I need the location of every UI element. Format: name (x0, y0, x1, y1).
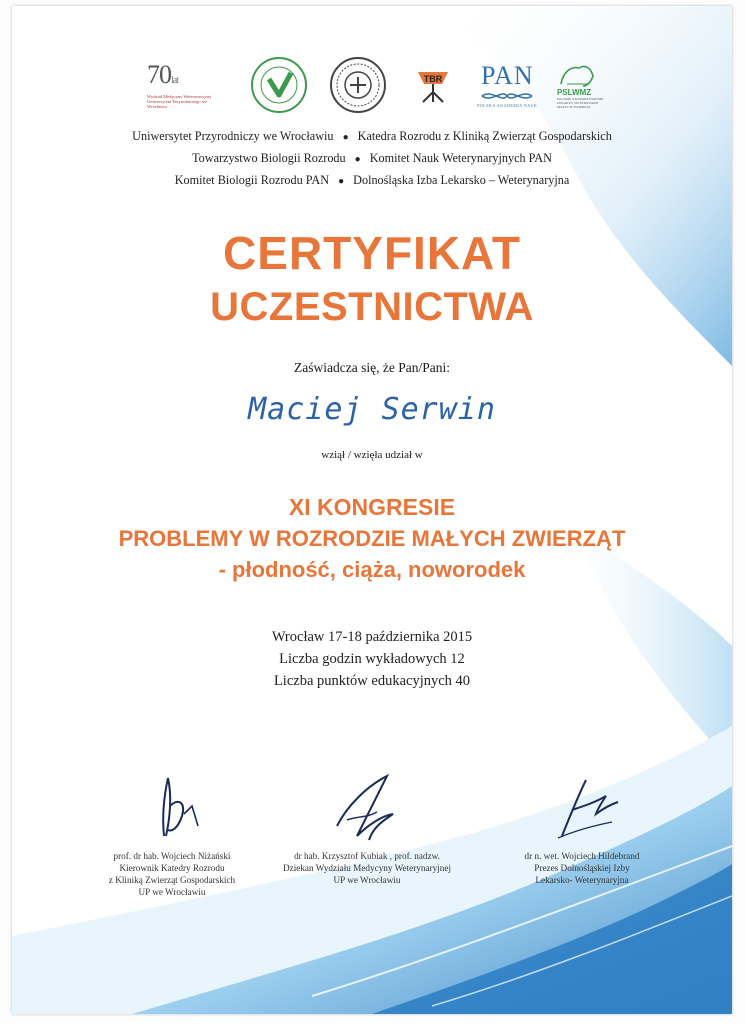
pslwmz-text: PSLWMZ (556, 87, 592, 97)
organizers-row (12, 126, 732, 148)
organizers-row (12, 148, 732, 170)
pan-caption: POLSKA AKADEMIA NAUK (477, 102, 538, 108)
organizer-item: Katedra Rozrodu z Kliniką Zwierząt Gospodarskich (357, 129, 612, 143)
organizers-list (12, 126, 732, 192)
anniversary-suffix: lat (171, 74, 178, 86)
event-line-1: XI KONGRESIE (288, 494, 456, 520)
anniversary-number: 70 (147, 59, 171, 89)
tbr-text: TBR (423, 74, 442, 84)
signatory-1-line-3: z Kliniką Zwierząt Gospodarskich (108, 875, 236, 885)
university-seal-icon (328, 55, 388, 115)
event-details (12, 626, 732, 692)
signatory-3-line-1: dr n. wet. Wojciech Hildebrand (524, 851, 640, 861)
lecture-hours: Liczba godzin wykładowych 12 (279, 651, 465, 667)
signatory-2 (267, 766, 467, 886)
organizer-item: Komitet Nauk Weterynaryjnych PAN (369, 151, 552, 165)
pan-text: PAN (480, 60, 534, 90)
signatory-3-line-3: Lekarsko- Weterynaryjna (535, 875, 629, 885)
certificate-title (12, 226, 732, 334)
signatory-1-line-4: UP we Wrocławiu (138, 887, 206, 897)
signatory-1-line-1: prof. dr hab. Wojciech Niżański (113, 851, 231, 861)
tbr-icon (408, 60, 458, 110)
bullet-separator: ● (354, 154, 361, 165)
pslwmz-logo (557, 62, 607, 109)
signature-3-icon (522, 766, 642, 846)
signature-1-icon (112, 766, 232, 846)
organizer-item: Uniwersytet Przyrodniczy we Wrocławiu (132, 129, 334, 143)
signatory-1 (72, 766, 272, 898)
signatory-2-line-2: Dziekan Wydziału Medycyny Weterynaryjnej (282, 863, 452, 873)
chamber-seal-icon (249, 55, 309, 115)
event-line-2: PROBLEMY W ROZRODZIE MAŁYCH ZWIERZĄT (118, 526, 626, 551)
signatory-2-line-3: UP we Wrocławiu (333, 875, 401, 885)
event-title (12, 492, 732, 585)
signatory-3-line-2: Prezes Dolnośląskiej Izby (534, 863, 630, 873)
anniversary-logo (147, 59, 229, 109)
place-date: Wrocław 17-18 października 2015 (271, 629, 473, 645)
chamber-seal-logo (249, 55, 309, 115)
bullet-separator: ● (338, 176, 345, 187)
title-line-2: UCZESTNICTWA (210, 285, 534, 329)
participant-name: Maciej Serwin (248, 392, 496, 427)
signatory-1-line-2: Kierownik Katedry Rozrodu (119, 863, 225, 873)
pan-knot-icon (477, 89, 537, 103)
education-points: Liczba punktów edukacyjnych 40 (273, 673, 471, 689)
organizer-item: Komitet Biologii Rozrodu PAN (174, 173, 330, 187)
dog-cat-icon (557, 62, 597, 88)
certificate-sheet (12, 6, 732, 1014)
university-seal-logo (328, 55, 388, 115)
pslwmz-caption: POLSKIE STOWARZYSZENIE LEKARZY WETERYNARII MAŁYCH ZWIERZĄT (556, 96, 604, 109)
organizers-row (12, 170, 732, 192)
signatory-3 (482, 766, 682, 886)
bullet-separator: ● (342, 132, 349, 143)
tbr-logo (408, 60, 458, 110)
pan-logo (477, 60, 538, 108)
organizer-item: Dolnośląska Izba Lekarsko – Weterynaryjna (353, 173, 570, 187)
organizer-item: Towarzystwo Biologii Rozrodu (192, 151, 346, 165)
signatory-2-line-1: dr hab. Krzysztof Kubiak , prof. nadzw. (294, 851, 440, 861)
attestation-text: Zaświadcza się, że Pan/Pani: (294, 360, 450, 375)
signature-2-icon (307, 766, 427, 846)
anniversary-caption: Wydział Medycyny Weterynaryjnej Uniwersytetu Przyrodniczego we Wrocławiu (147, 93, 212, 109)
title-line-1: CERTYFIKAT (223, 227, 521, 279)
event-line-3: - płodność, ciąża, noworodek (218, 557, 526, 582)
logos-row (147, 52, 607, 118)
participation-text: wziął / wzięła udział w (321, 449, 423, 461)
